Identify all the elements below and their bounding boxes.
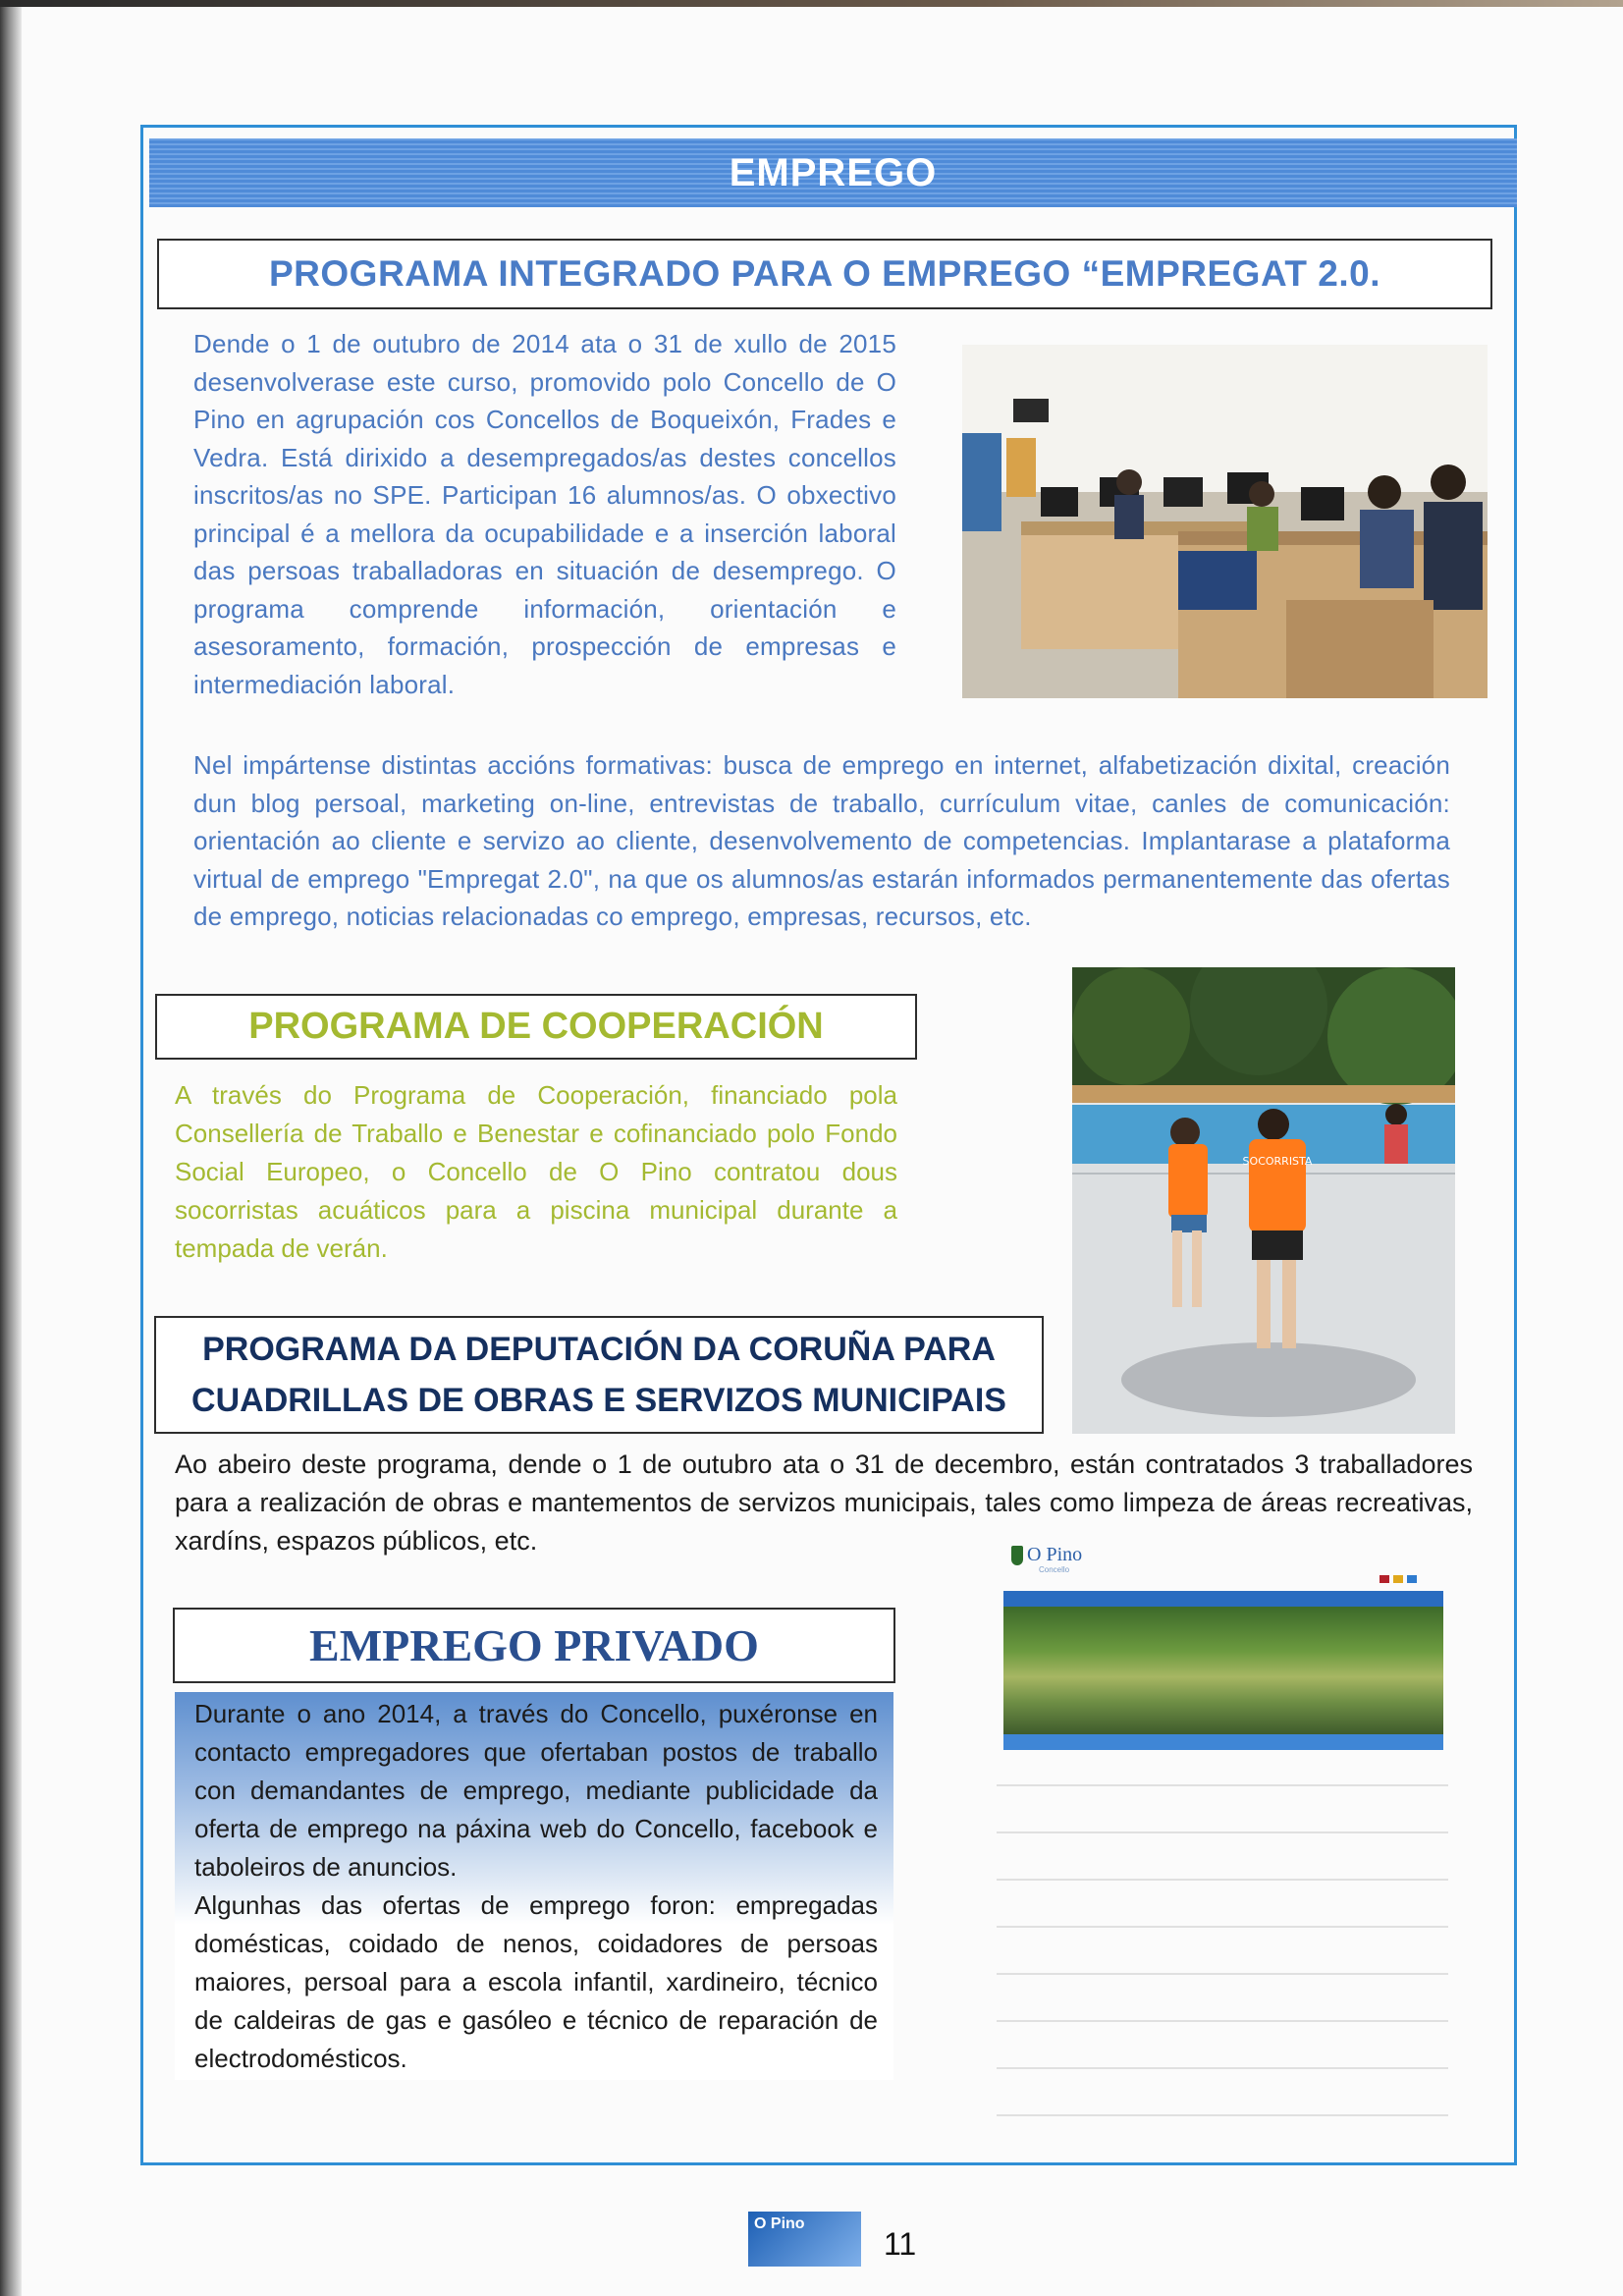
- empregat-title: PROGRAMA INTEGRADO PARA O EMPREGO “EMPREGAT 2.0.: [268, 253, 1381, 294]
- website-hero-image: [1003, 1607, 1443, 1734]
- lifeguards-illustration: [1072, 967, 1455, 1434]
- footer-logo-text: O Pino: [754, 2215, 805, 2232]
- deputacion-text: Ao abeiro deste programa, dende o 1 de outubro ata o 31 de decembro, están contratados 3 traballadores para a realización de obras e mantementos de servizos municipais, tales como limpeza de áreas recreativas, xardíns, espazos públicos, etc.: [175, 1449, 1473, 1556]
- deputacion-title-line2: CUADRILLAS DE OBRAS E SERVIZOS MUNICIPAIS: [191, 1382, 1006, 1419]
- empregat-title-box: [157, 239, 1492, 309]
- section-banner: EMPREGO: [149, 138, 1517, 207]
- flag-uk-icon: [1380, 1575, 1389, 1583]
- lifeguards-photo: [1072, 967, 1455, 1434]
- empregat-intro: Dende o 1 de outubro de 2014 ata o 31 de xullo de 2015 desenvolverase este curso, promovido polo Concello de O Pino en agrupación cos Concellos de Boqueixón, Frades e Vedra. Está dirixido a desempregados/as destes concellos inscritos/as no SPE. Participan 16 alumnos/as. O obxectivo principal é a mellora da ocupabilidade e a inserción laboral das persoas traballadoras en situación de desemprego. O programa comprende información, orientación e asesoramento, formación, prospección de empresas e intermediación laboral.: [193, 329, 896, 699]
- deputacion-title: [156, 1318, 1042, 1432]
- website-screenshot: [992, 1542, 1453, 2151]
- classroom-illustration: [962, 345, 1488, 698]
- classroom-photo: [962, 345, 1488, 698]
- page-top-edge: [0, 0, 1623, 7]
- privado-title: EMPREGO PRIVADO: [309, 1620, 759, 1670]
- crest-icon: [1011, 1546, 1023, 1565]
- shirt-label: SOCORRISTA: [1242, 1155, 1313, 1168]
- page-edge-shadow: [0, 0, 22, 2296]
- language-flags: [1380, 1575, 1417, 1583]
- privado-title-box: [173, 1608, 895, 1683]
- website-listing: [997, 1763, 1448, 2136]
- flag-es-icon: [1393, 1575, 1403, 1583]
- footer-logo: [748, 2212, 861, 2267]
- flag-gl-icon: [1407, 1575, 1417, 1583]
- privado-para1: Durante o ano 2014, a través do Concello, puxéronse en contacto empregadores que ofertaban postos de traballo con demandantes de emprego, mediante publicidade da oferta de emprego na páxina web do Concello, facebook e taboleiros de anuncios.: [194, 1699, 878, 1882]
- empregat-detail: Nel impártense distintas accións formativas: busca de emprego en internet, alfabetización dixital, creación dun blog persoal, marketing on-line, entrevistas de traballo, currículum vitae, canles de comunicación: orientación ao cliente e servizo ao cliente, desenvolvemento de competencias. Implantarase a plataforma virtual de emprego "Empregat 2.0", na que os alumnos/as estarán informados permanentemente das ofertas de emprego, noticias relacionadas co emprego, empresas, recursos, etc.: [193, 750, 1450, 931]
- privado-para2: Algunhas das ofertas de emprego foron: empregadas domésticas, coidado de nenos, coidadores de persoas maiores, persoal para a escola infantil, xardineiro, técnico de caldeiras de gas e gasóleo e técnico de reparación de electrodomésticos.: [194, 1890, 878, 2073]
- website-logo: [1011, 1544, 1082, 1566]
- website-logo-name: O Pino: [1027, 1544, 1083, 1565]
- deputacion-title-box: [154, 1316, 1044, 1434]
- deputacion-title-line1: PROGRAMA DA DEPUTACIÓN DA CORUÑA PARA: [202, 1331, 996, 1368]
- website-hero-bar: [1003, 1734, 1443, 1750]
- cooperacion-text: A través do Programa de Cooperación, financiado pola Consellería de Traballo e Benestar e cofinanciado polo Fondo Social Europeo, o Concello de O Pino contratou dous socorristas acuáticos para a piscina municipal durante a tempada de verán.: [175, 1080, 897, 1263]
- cooperacion-title-box: [155, 994, 917, 1060]
- cooperacion-title: PROGRAMA DE COOPERACIÓN: [248, 1006, 824, 1047]
- website-logo-sub: Concello: [1039, 1565, 1070, 1574]
- website-navbar: [1003, 1591, 1443, 1607]
- page-number: 11: [884, 2226, 917, 2262]
